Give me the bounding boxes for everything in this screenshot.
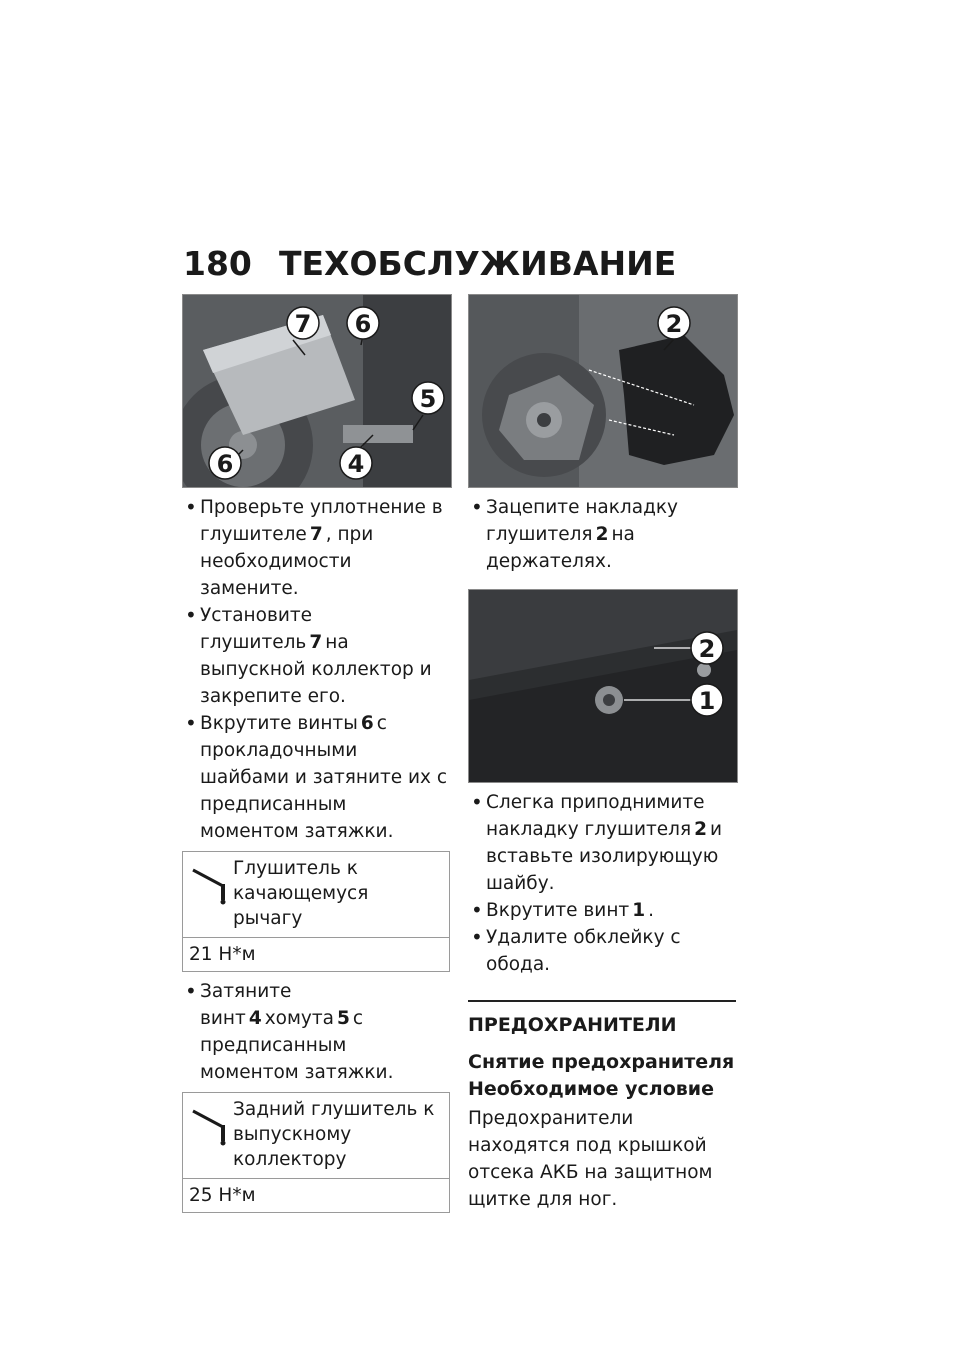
svg-text:5: 5 bbox=[419, 385, 437, 413]
svg-text:6: 6 bbox=[216, 450, 234, 478]
torque-value: 25 Н*м bbox=[189, 1185, 256, 1206]
section-paragraph: Предохранители находятся под крышкой отсека АКБ на защитном щитке для ног. bbox=[468, 1108, 713, 1210]
callout-1 bbox=[691, 684, 723, 716]
torque-value: 21 Н*м bbox=[189, 944, 256, 965]
cover-screw-illustration bbox=[469, 590, 737, 782]
list-item: • Слегка приподнимите накладку глушителя 2 и вставьте изолирующую шайбу. bbox=[468, 789, 736, 897]
callout-4 bbox=[340, 447, 372, 479]
list-item: • Затяните винт 4 хомута 5 с предписанным моментом затяжки. bbox=[182, 978, 450, 1086]
torque-label: Задний глушитель к выпускному коллектору bbox=[233, 1099, 435, 1170]
list-item: • Вкрутите винты 6 с прокладочными шайбами и затяните их с предписанным моментом затяжки. bbox=[182, 710, 450, 845]
svg-text:7: 7 bbox=[294, 310, 312, 338]
page-title: ТЕХОБСЛУЖИВАНИЕ bbox=[279, 244, 677, 283]
requirement-title: Необходимое условие bbox=[468, 1078, 714, 1100]
figure-muffler-cover bbox=[468, 294, 738, 488]
callout-6-bottom bbox=[209, 447, 241, 479]
svg-text:6: 6 bbox=[354, 310, 372, 338]
list-item: • Удалите обклейку с обода. bbox=[468, 924, 736, 978]
svg-text:2: 2 bbox=[698, 635, 716, 663]
torque-spec-1 bbox=[182, 851, 450, 972]
torque-wrench-icon bbox=[189, 1097, 233, 1172]
right-column bbox=[468, 294, 736, 1213]
svg-text:1: 1 bbox=[698, 687, 716, 715]
torque-wrench-icon bbox=[189, 856, 233, 931]
torque-label: Глушитель к качающемуся рычагу bbox=[233, 858, 369, 929]
left-steps-1 bbox=[182, 494, 450, 845]
figure-muffler-installation bbox=[182, 294, 452, 488]
figure-cover-screw bbox=[468, 589, 738, 783]
section-divider bbox=[468, 1000, 736, 1002]
right-steps-2 bbox=[468, 789, 736, 978]
torque-spec-2 bbox=[182, 1092, 450, 1213]
callout-5 bbox=[412, 382, 444, 414]
page-header bbox=[183, 244, 676, 283]
callout-7 bbox=[287, 307, 319, 339]
callout-6-top bbox=[347, 307, 379, 339]
list-item: • Зацепите накладку глушителя 2 на держателях. bbox=[468, 494, 736, 575]
svg-text:2: 2 bbox=[665, 310, 683, 338]
list-item: • Вкрутите винт 1 . bbox=[468, 897, 736, 924]
right-steps-1 bbox=[468, 494, 736, 575]
left-column bbox=[182, 294, 450, 1213]
svg-text:4: 4 bbox=[347, 450, 365, 478]
list-item: • Проверьте уплотнение в глушителе 7 , при необходимости замените. bbox=[182, 494, 450, 602]
subsection-title: Снятие предохранителя bbox=[468, 1051, 735, 1073]
section-title: ПРЕДОХРАНИТЕЛИ bbox=[468, 1014, 677, 1036]
callout-2 bbox=[658, 307, 690, 339]
callout-2 bbox=[691, 632, 723, 664]
muffler-photo-illustration bbox=[183, 295, 451, 487]
left-steps-2 bbox=[182, 978, 450, 1086]
list-item: • Установите глушитель 7 на выпускной коллектор и закрепите его. bbox=[182, 602, 450, 710]
muffler-cover-illustration bbox=[469, 295, 737, 487]
page-number: 180 bbox=[183, 244, 252, 283]
